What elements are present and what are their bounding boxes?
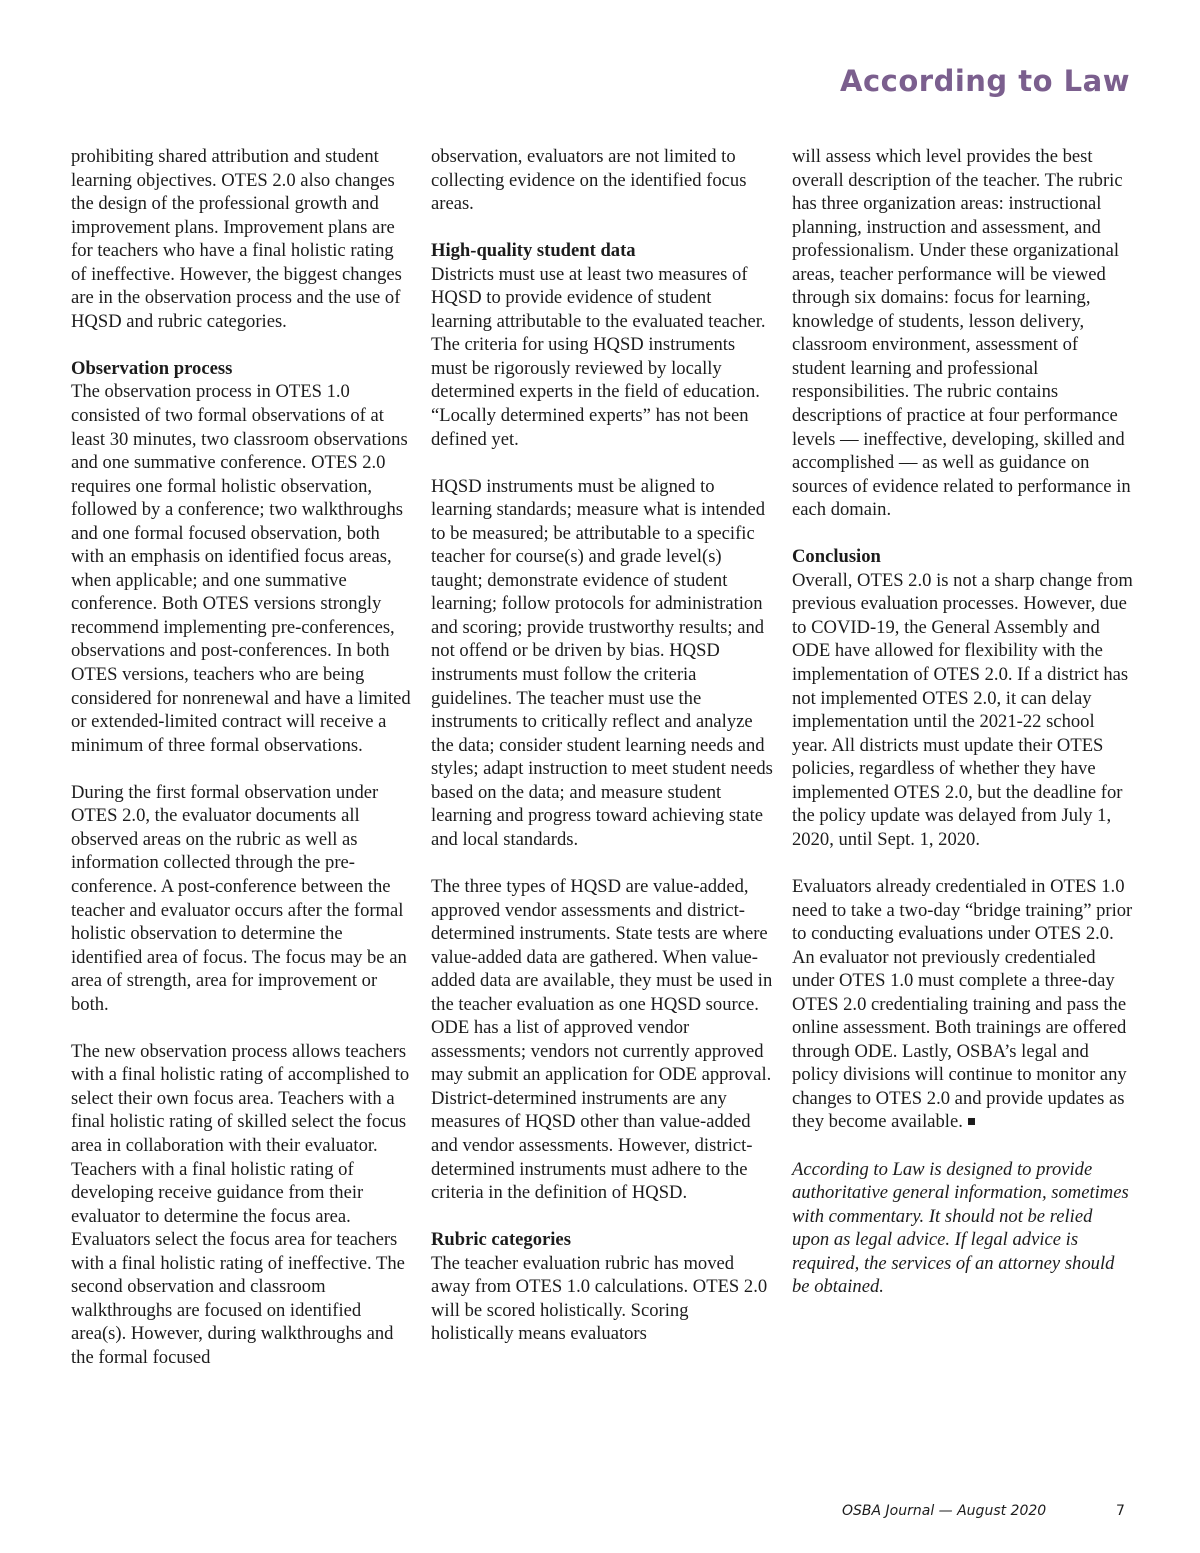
paragraph: Districts must use at least two measures of HQSD to provide evidence of student learning attributable to the evaluated teacher. The criteria for using HQSD instruments must be rigorously reviewed by locally determined experts in the field of education. “Locally determined experts” has not been defined yet. (431, 263, 766, 450)
paragraph-final (792, 875, 1134, 1134)
footer-page-number: 7 (1116, 1503, 1125, 1519)
disclaimer: According to Law is designed to provide authoritative general information, sometimes with commentary. It should not be relied upon as legal advice. If legal advice is required, the services of an attorney should be obtained. (792, 1158, 1129, 1298)
section-title: According to Law (840, 64, 1130, 98)
paragraph: During the first formal observation under OTES 2.0, the evaluator documents all observed areas on the rubric as well as information collected through the pre-conference. A post-conference between the teacher and evaluator occurs after the formal holistic observation to determine the identified area of focus. The focus may be an area of strength, area for improvement or both. (71, 781, 407, 1015)
end-of-article-mark-icon (968, 1118, 975, 1125)
paragraph: will assess which level provides the best overall description of the teacher. The rubric has three organization areas: instructional planning, instruction and assessment, and professionalism. Under these organizational areas, teacher performance will be viewed through six domains: focus for learning, knowledge of students, lesson delivery, classroom environment, assessment of student learning and professional responsibilities. The rubric contains descriptions of practice at four performance levels — ineffective, developing, skilled and accomplished — as well as guidance on sources of evidence related to performance in each domain. (792, 146, 1131, 521)
subheading-observation-process: Observation process (71, 357, 233, 379)
paragraph: The observation process in OTES 1.0 consisted of two formal observations of at least 30 minutes, two classroom observations and one summative conference. OTES 2.0 requires one formal holistic observation, followed by a conference; two walkthroughs and one formal focused observation, both with an emphasis on identified focus areas, when applicable; and one summative conference. Both OTES versions strongly recommend implementing pre-conferences, observations and post-conferences. In both OTES versions, teachers who are being considered for nonrenewal and have a limited or extended-limited contract will receive a minimum of three formal observations. (71, 381, 411, 756)
article-column-2 (431, 145, 773, 1346)
paragraph: HQSD instruments must be aligned to learning standards; measure what is intended to be measured; be attributable to a specific teacher for course(s) and grade level(s) taught; demonstrate evidence of student learning; follow protocols for administration and scoring; provide trustworthy results; and not offend or be driven by bias. HQSD instruments must follow the criteria guidelines. The teacher must use the instruments to critically reflect and analyze the data; consider student learning needs and styles; adapt instruction to meet student needs based on the data; and measure student learning and progress toward achieving state and local standards. (431, 475, 773, 850)
paragraph: The three types of HQSD are value-added, approved vendor assessments and district-determined instruments. State tests are where value-added data are gathered. When value-added data are available, they must be used in the teacher evaluation as one HQSD source. ODE has a list of approved vendor assessments; vendors not currently approved may submit an application for ODE approval. District-determined instruments are any measures of HQSD other than value-added and vendor assessments. However, district-determined instruments must adhere to the criteria in the definition of HQSD. (431, 875, 773, 1204)
subheading-high-quality-student-data: High-quality student data (431, 240, 636, 262)
paragraph: Overall, OTES 2.0 is not a sharp change from previous evaluation processes. However, due to COVID-19, the General Assembly and ODE have allowed for flexibility with the implementation of OTES 2.0. If a district has not implemented OTES 2.0, it can delay implementation until the 2021-22 school year. All districts must update their OTES policies, regardless of whether they have implemented OTES 2.0, but the deadline for the policy update was delayed from July 1, 2020, until Sept. 1, 2020. (792, 569, 1133, 850)
paragraph: The new observation process allows teachers with a final holistic rating of accomplished to select their own focus area. Teachers with a final holistic rating of skilled select the focus area in collaboration with their evaluator. Teachers with a final holistic rating of developing receive guidance from their evaluator to determine the focus area. Evaluators select the focus area for teachers with a final holistic rating of ineffective. The second observation and classroom walkthroughs are focused on identified area(s). However, during walkthroughs and the formal focused (71, 1040, 410, 1368)
footer-publication: OSBA Journal — August 2020 (842, 1503, 1047, 1519)
paragraph: observation, evaluators are not limited to collecting evidence on the identified focus areas. (431, 146, 747, 215)
article-column-3 (792, 145, 1134, 1299)
paragraph: prohibiting shared attribution and student learning objectives. OTES 2.0 also changes the design of the professional growth and improvement plans. Improvement plans are for teachers who have a final holistic rating of ineffective. However, the biggest changes are in the observation process and the use of HQSD and rubric categories. (71, 146, 402, 332)
paragraph-final-text: Evaluators already credentialed in OTES 1.0 need to take a two-day “bridge training” prior to conducting evaluations under OTES 2.0. An evaluator not previously credentialed under OTES 1.0 must complete a three-day OTES 2.0 credentialing training and pass the online assessment. Both trainings are offered through ODE. Lastly, OSBA’s legal and policy divisions will continue to monitor any changes to OTES 2.0 and provide updates as they become available. (792, 875, 1133, 1133)
article-column-1 (71, 145, 413, 1369)
subheading-conclusion: Conclusion (792, 546, 881, 568)
subheading-rubric-categories: Rubric categories (431, 1229, 571, 1251)
paragraph: The teacher evaluation rubric has moved away from OTES 1.0 calculations. OTES 2.0 will be scored holistically. Scoring holistically means evaluators (431, 1252, 768, 1345)
